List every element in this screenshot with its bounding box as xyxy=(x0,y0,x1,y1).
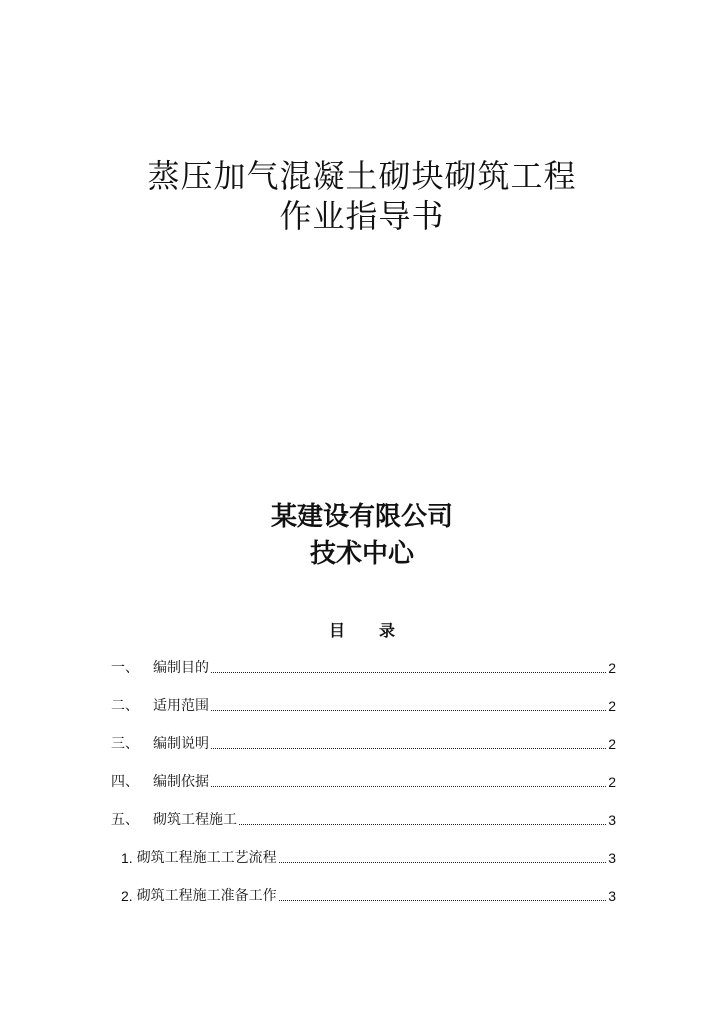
toc-entry-number: 四、 xyxy=(111,774,139,790)
toc-entry-number: 一、 xyxy=(111,660,139,676)
toc-dot-leader xyxy=(279,900,607,901)
toc-entry[interactable] xyxy=(111,732,616,754)
toc-entry-number: 1. xyxy=(121,850,133,866)
toc-subentry[interactable] xyxy=(121,846,616,868)
toc-heading xyxy=(0,620,724,642)
toc-entry-page: 2 xyxy=(608,698,616,714)
toc-dot-leader xyxy=(211,710,606,711)
organization-name: 某建设有限公司 xyxy=(270,502,453,532)
toc-entry-number: 三、 xyxy=(111,736,139,752)
toc-entry-label: 编制说明 xyxy=(153,736,209,752)
document-title-line-1: 蒸压加气混凝土砌块砌筑工程 xyxy=(147,157,577,195)
toc-entry-label: 砌筑工程施工准备工作 xyxy=(136,888,277,904)
toc-entry-page: 2 xyxy=(608,774,616,790)
toc-entry[interactable] xyxy=(111,770,616,792)
toc-entry-label: 编制依据 xyxy=(153,774,209,790)
toc-dot-leader xyxy=(279,862,607,863)
toc-entry-page: 3 xyxy=(608,812,616,828)
toc-entry-number: 五、 xyxy=(111,812,139,828)
toc-dot-leader xyxy=(211,748,606,749)
department-name: 技术中心 xyxy=(309,539,414,569)
toc-entry-page: 2 xyxy=(608,660,616,676)
toc-entry-page: 3 xyxy=(608,850,616,866)
document-title-line-2: 作业指导书 xyxy=(279,197,445,235)
toc-dot-leader xyxy=(211,672,606,673)
toc-entry-label: 砌筑工程施工 xyxy=(153,812,237,828)
toc-entry-page: 2 xyxy=(608,736,616,752)
toc-entry-number: 二、 xyxy=(111,698,139,714)
toc-entry[interactable] xyxy=(111,694,616,716)
toc-entry-label: 砌筑工程施工工艺流程 xyxy=(136,850,277,866)
toc-entry-page: 3 xyxy=(608,888,616,904)
toc-entry-label: 适用范围 xyxy=(153,698,209,714)
toc-heading-char-2: 录 xyxy=(379,621,396,640)
toc-entry[interactable] xyxy=(111,656,616,678)
toc-dot-leader xyxy=(239,824,606,825)
toc-entry-number: 2. xyxy=(121,888,133,904)
toc-subentry[interactable] xyxy=(121,884,616,906)
toc-heading-char-1: 目 xyxy=(328,621,345,640)
toc-entry[interactable] xyxy=(111,808,616,830)
toc-dot-leader xyxy=(211,786,606,787)
toc-entry-label: 编制目的 xyxy=(153,660,209,676)
